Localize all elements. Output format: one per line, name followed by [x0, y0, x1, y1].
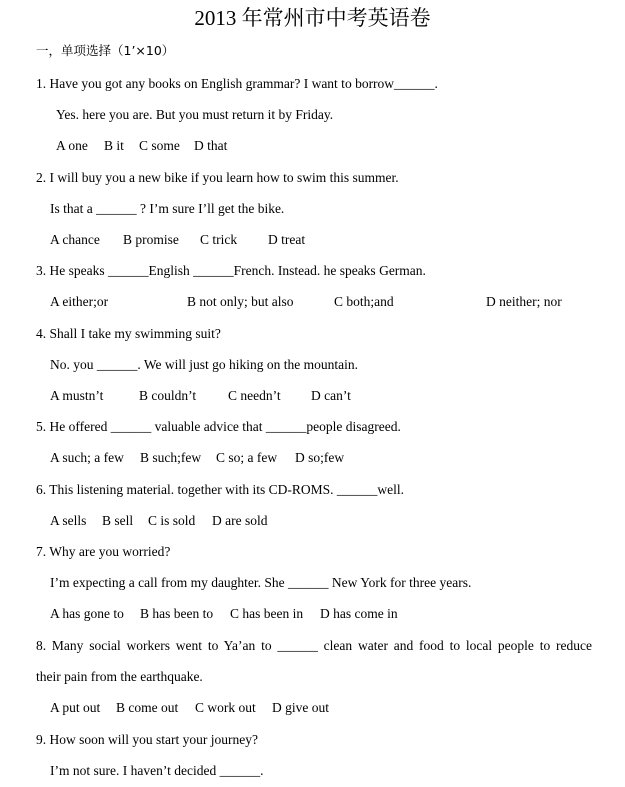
- question-stem: 1. Have you got any books on English grammar? I want to borrow______.: [36, 76, 438, 91]
- question-stem: 6. This listening material. together with its CD-ROMS. ______well.: [36, 482, 404, 497]
- option-b: B it: [104, 138, 124, 153]
- section-heading: 一，单项选择（1’×10）: [36, 43, 175, 58]
- option-c: C some: [139, 138, 180, 153]
- option-d: D can’t: [311, 388, 351, 403]
- option-c: C has been in: [230, 606, 304, 621]
- option-c: C work out: [195, 700, 256, 715]
- option-a: A such; a few: [50, 450, 124, 465]
- option-b: B has been to: [140, 606, 214, 621]
- option-b: B not only; but also: [187, 294, 294, 309]
- option-d: D so;few: [295, 450, 345, 465]
- question-line: No. you ______. We will just go hiking on the mountain.: [50, 357, 359, 372]
- option-c: C needn’t: [228, 388, 281, 403]
- option-d: D give out: [272, 700, 329, 715]
- question-stem: 3. He speaks ______English ______French. Instead. he speaks German.: [36, 263, 426, 278]
- question-stem: 7. Why are you worried?: [36, 544, 171, 559]
- question-stem: 5. He offered ______ valuable advice that ______people disagreed.: [36, 419, 401, 434]
- option-a: A sells: [50, 513, 87, 528]
- question-line: Yes. here you are. But you must return it by Friday.: [56, 107, 334, 122]
- question-line: their pain from the earthquake.: [36, 669, 203, 684]
- question-stem: 8. Many social workers went to Ya’an to ______ clean water and food to local people to reduce: [36, 638, 592, 653]
- question-line: Is that a ______ ? I’m sure I’ll get the bike.: [50, 201, 285, 216]
- option-b: B couldn’t: [139, 388, 197, 403]
- option-c: C so; a few: [216, 450, 278, 465]
- option-b: B such;few: [140, 450, 202, 465]
- question-line: I’m not sure. I haven’t decided ______.: [50, 763, 264, 778]
- question-stem: 9. How soon will you start your journey?: [36, 732, 258, 747]
- option-a: A has gone to: [50, 606, 124, 621]
- question-stem: 4. Shall I take my swimming suit?: [36, 326, 221, 341]
- option-b: B sell: [102, 513, 134, 528]
- option-a: A either;or: [50, 294, 109, 309]
- option-c: C is sold: [148, 513, 196, 528]
- option-d: D neither; nor: [486, 294, 562, 309]
- option-b: B come out: [116, 700, 179, 715]
- option-a: A mustn’t: [50, 388, 104, 403]
- option-d: D that: [194, 138, 228, 153]
- question-stem: 2. I will buy you a new bike if you learn how to swim this summer.: [36, 170, 399, 185]
- page-title: 2013 年常州市中考英语卷: [194, 6, 431, 30]
- option-d: D has come in: [320, 606, 398, 621]
- option-c: C trick: [200, 232, 238, 247]
- option-a: A put out: [50, 700, 101, 715]
- question-line: I’m expecting a call from my daughter. She ______ New York for three years.: [50, 575, 472, 590]
- option-a: A chance: [50, 232, 100, 247]
- option-d: D treat: [268, 232, 306, 247]
- option-a: A one: [56, 138, 88, 153]
- option-c: C both;and: [334, 294, 394, 309]
- option-b: B promise: [123, 232, 179, 247]
- option-d: D are sold: [212, 513, 268, 528]
